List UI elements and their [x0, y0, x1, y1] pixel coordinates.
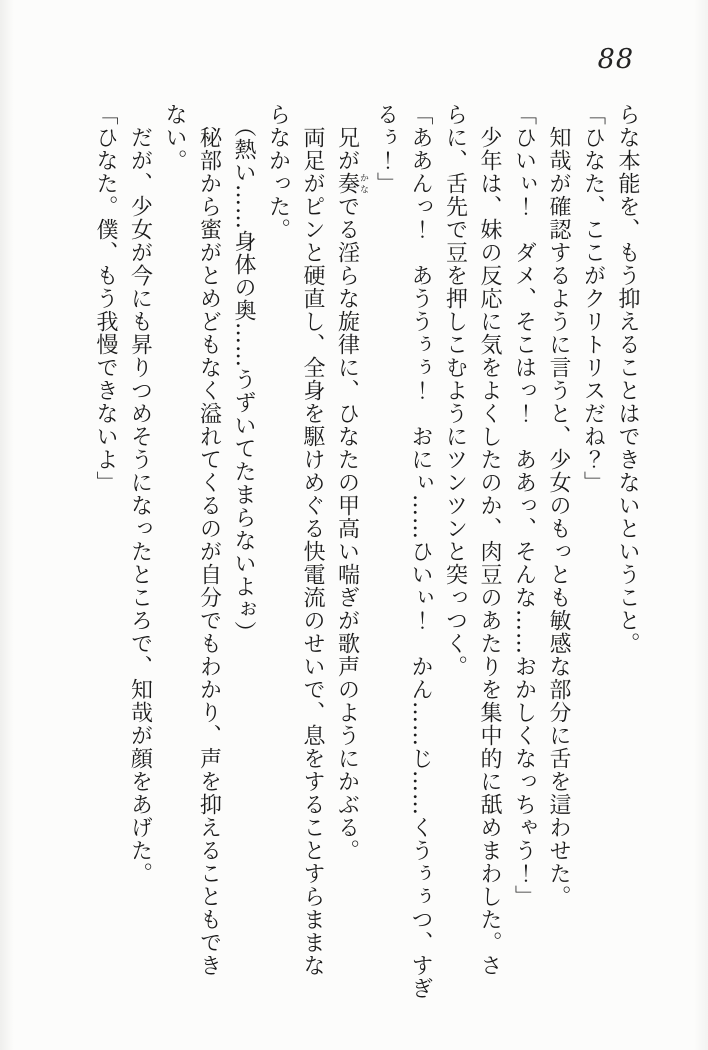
text-line: らな本能を、もう抑えることはできないということ。 [615, 103, 640, 655]
ruby-base: 奏 [334, 172, 360, 195]
text-line-thought: （熱い……身体の奥……うずいてたまらないよぉ） [231, 103, 256, 644]
page-number: 88 [597, 44, 634, 75]
text-line: 少年は、妹の反応に気をよくしたのか、肉豆のあたりを集中的に舐めまわした。さ [477, 103, 502, 977]
text-line-dialogue: 「ひなた、ここがクリトリスだね？」 [580, 103, 606, 494]
text-line: らに、舌先で豆を押しこむようにツンツンと突っつく。 [442, 103, 468, 678]
text-line: らなかった。 [265, 103, 291, 241]
text-segment: でる淫らな旋律に、ひなたの甲高い喘ぎが歌声のようにかぶる。 [334, 195, 360, 862]
text-line: ない。 [162, 103, 187, 172]
text-segment: 兄が [334, 103, 360, 172]
text-line-dialogue: るぅ！」 [373, 103, 399, 195]
text-line: 両足がピンと硬直し、全身を駆けめぐる快電流のせいで、息をすることすらままな [300, 103, 325, 977]
text-line: 知哉が確認するように言うと、少女のもっとも敏感な部分に舌を這わせた。 [546, 103, 571, 908]
text-line-dialogue: 「ひいぃ！ ダメ、そこはっ！ ああっ、そんな……おかしくなっちゃう！」 [511, 103, 537, 908]
furigana: かな [358, 172, 368, 195]
text-line-dialogue: 「ひなた。僕、もう我慢できないよ」 [93, 103, 118, 494]
text-line: 秘部から蜜がとめどもなく溢れてくるのが自分でもわかり、声を抑えることもでき [196, 103, 222, 977]
text-line-dialogue: 「ああんっ！ あううぅぅ！ おにぃ……ひいぃ！ かん……じ……くうぅぅつ、すぎ [408, 103, 433, 1000]
text-line-with-furigana [329, 103, 368, 979]
text-line: だが、少女が今にも昇りつめそうになったところで、知哉が顔をあげた。 [127, 103, 153, 885]
ruby-annotation [334, 172, 368, 195]
vertical-text-block [88, 103, 645, 1000]
